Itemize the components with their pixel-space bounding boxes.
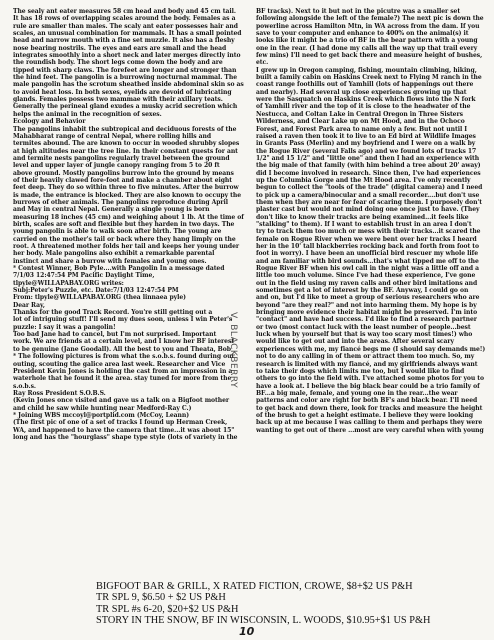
text-line: coast range foothills out of Yamhill (lots of happenings out there: [256, 81, 474, 89]
text-line: back up at me because I was calling to them and perhaps they were: [256, 419, 483, 427]
text-line: burrows of other animals. The pangolins reproduce during April: [13, 198, 229, 206]
text-line: one in the rear. (I had done my calls all the way up that trail every: [256, 44, 478, 52]
text-line: "contact" and have had success. I'd like to find a research partner: [256, 316, 477, 324]
text-line: or two (most contact luck with the least number of people...best: [256, 323, 471, 331]
ad-line: TR SPL 9, $6.50 + $2 US P&H: [96, 592, 226, 604]
text-line: patterns and color are right for both BF's and black bear. I'll need: [256, 397, 478, 405]
text-line: Rogue River BF when his owl call in the night was a little off and a: [256, 265, 479, 273]
text-line: experiences with me, my fiancé begs me (I should say demands me!): [256, 345, 486, 353]
text-line: begun to collect the "tools of the trade" (digital camera) and I need: [256, 184, 483, 192]
text-line: helps the animal in the recognition of sexes.: [13, 110, 162, 118]
text-line: young pangolin is able to walk soon after birth. The young are: [13, 228, 222, 236]
text-line: s.o.b.s.: [13, 382, 36, 390]
text-line: few mins) I'll need to get back there and measure height of bushes,: [256, 52, 483, 60]
text-line: above ground. Mostly pangolins burrow into the ground by means: [13, 169, 234, 177]
text-line: From: tlpyle@WILLAPABAY.ORG (thea linnaea pyle): [13, 294, 186, 302]
text-line: and nearby). Had several up close experiences growing up that: [256, 88, 467, 96]
text-line: President Kevin Jones is holding the cast from an impression in a: [13, 367, 233, 375]
text-line: Thanks for the good Track Record. You're still getting out a: [13, 309, 213, 317]
text-line: of Yamhill river and the top of it is close to the headwater of the: [256, 103, 471, 111]
text-line: to get back and down there, look for tracks and measure the height: [256, 404, 483, 412]
text-line: 1/2" and 15 1/2" and "little one" and then I had an experience with: [256, 154, 480, 162]
text-line: female on Rogue River when we were bent over her tracks I heard: [256, 235, 477, 243]
text-line: outing, scouting the galice area last week. Researcher and Vice: [13, 360, 226, 368]
text-line: the Rogue River (several Falls ago) and we found lots of tracks 17: [256, 147, 477, 155]
text-line: tlpyle@WILLAPABAY.ORG writes:: [13, 279, 124, 287]
text-line: level and upper layer of jungle canopy ranging from 5 to 20 ft: [13, 162, 220, 170]
text-line: is made, the entrance is blocked. They are also known to occupy the: [13, 191, 242, 199]
text-line: wanting to get out of there ...most are very careful when with young: [256, 426, 484, 434]
text-line: to avoid heat loss. In both sexes, eyelids are devoid of lubricating: [13, 88, 232, 96]
text-line: at high altitudes near the tree line. In their constant quests for ant: [13, 147, 238, 155]
text-line: up the Columbia Gorge and the Mt Hood area. I've only recently: [256, 176, 471, 184]
text-line: others to go into the field with. I've attached some photos for you to: [256, 375, 485, 383]
text-line: her body. Male pangolins also exhibit a remarkable parental: [13, 250, 215, 258]
right-text-column: [256, 8, 488, 434]
text-line: (Kevin Jones once visited and gave us a talk on a Bigfoot mother: [13, 397, 230, 405]
text-line: The pangolins inhabit the subtropical and deciduous forests of the: [13, 125, 237, 133]
text-line: Mahabharat range of central Nepal, where rolling hills and: [13, 132, 212, 140]
text-line: Too bad Jane had to cancel, but I'm not surprised. Important: [13, 331, 217, 339]
text-line: long and has the "hourglass" shape type style (lots of variety in the: [13, 433, 238, 441]
text-line: waterhole that he found it the area. stay tuned for more from the: [13, 375, 232, 383]
text-line: sometimes get a lot of interest by the BF. Anyway, I could go on: [256, 287, 469, 295]
text-line: following alongside the left of the female?) The next pic is down the: [256, 15, 484, 23]
text-line: and am familiar with bird sounds...that's what tipped me off to the: [256, 257, 479, 265]
text-line: would like to get out and into the areas. After several scary: [256, 338, 455, 346]
text-line: and child he saw while hunting near Medford-Ray C.): [13, 404, 192, 412]
text-line: glands. Females possess two mammae with their axillary teats.: [13, 96, 223, 104]
text-line: integrates smoothly into a short neck and later merges directly into: [13, 52, 241, 60]
text-line: * Contest Winner, Bob Pyle....with Pangolin In a message dated: [13, 265, 225, 273]
text-line: * The following pictures is from what the s.o.b.s. found during our: [13, 353, 235, 361]
text-line: the roundish body. The short legs come down the body and are: [13, 59, 223, 67]
text-line: to be genuine (Jane Goodall). All the best to you and Theata, Bob: [13, 345, 231, 353]
text-line: built a family cabin on Haskins Creek next to Flying M ranch in the: [256, 74, 482, 82]
text-line: nose bearing nostrils. The eyes and ears are small and the head: [13, 44, 227, 52]
ads-block: [96, 581, 486, 626]
text-line: lot of intriguing stuff! I'll send my dues soon, unless I win Peter's: [13, 316, 233, 324]
ad-line: TR SPL #s 6-20, $20+$2 US P&H: [96, 603, 239, 615]
text-line: were the Sasquatch on Haskins Creek which flows into the N fork: [256, 96, 476, 104]
text-line: them when they are near for fear of scaring them. I purposely don't: [256, 198, 482, 206]
text-line: foot in worry). I have been an unofficial bird rescuer my whole life: [256, 250, 478, 258]
text-line: plaster cast but would not mind doing one once just to have. (They: [256, 206, 480, 214]
text-line: and on, but I'd like to meet a group of serious researchers who are: [256, 294, 480, 302]
text-line: rule are smaller than males. The scaly ant eater possesses hair and: [13, 22, 238, 30]
text-line: Nestucca, and Coltan Lake in Central Oregon in Three Sisters: [256, 110, 463, 118]
page-number: 10: [239, 625, 255, 638]
text-line: did I become involved in research. Since then, I've had experiences: [256, 169, 481, 177]
text-line: measuring 18 inches (45 cm) and weighing about 1 lb. At the time of: [13, 213, 244, 221]
text-line: * Joining WBS mccoyl@portplid.com (McCoy, Leann): [13, 411, 190, 419]
text-line: "stalking" to them). If I want to establish trust in an area I don't: [256, 220, 472, 228]
text-line: her in the 10' tall blackberries rocking back and forth from foot to: [256, 243, 479, 250]
text-line: research is limited with my fiancé, and my girlfriends always want: [256, 360, 478, 368]
text-line: Generally the perineal gland exudes a musky acrid secretion which: [13, 103, 238, 111]
text-line: (The first pic of one of a set of tracks I found up Herman Creek,: [13, 419, 228, 427]
text-line: It has 18 rows of overlapping scales around the body. Females as a: [13, 15, 236, 23]
text-line: tipped with sharp claws. The forefeet are longer and stronger than: [13, 66, 237, 74]
text-line: in Grants Pass (Merlin) and my boyfriend and I were on a walk by: [256, 140, 476, 148]
text-line: root. A threatened mother folds her tail and keeps her young under: [13, 243, 240, 250]
text-line: Subj:Peter's Puzzle, etc. Date:7/1/03 12:47:54 PM: [13, 287, 179, 295]
text-line: of the brush to get a height estimate. I believe they were looking: [256, 411, 474, 419]
text-line: instinct and share a burrow with females and young ones.: [13, 257, 207, 265]
text-line: work. We are friends at a certain level, and I know her BF interest: [13, 338, 235, 346]
text-line: etc.: [256, 59, 269, 67]
text-line: not to do any calling in of them or attract them too much. So, my: [256, 353, 475, 361]
text-line: Ray Ross President S.O.B.S.: [13, 389, 106, 397]
text-line: 7/1/03 12:47:54 PM Pacific Daylight Time,: [13, 272, 155, 280]
text-line: bringing more evidence their habitat might be preserved. I'm into: [256, 309, 478, 317]
text-line: head and narrow mouth with a fine set muzzle. It also has a fleshy: [13, 37, 235, 45]
text-line: termites abound. The are known to occur in wooded shrubby slopes: [13, 140, 240, 148]
text-line: male pangolin has the scrotum sheathed inside abdominal skin so as: [13, 81, 244, 89]
text-line: carried on the mother's tail or back where they hang limply on the: [13, 235, 236, 243]
left-text-column: [13, 8, 249, 441]
text-line: and May in central Nepal. Generally a single young is born: [13, 206, 210, 214]
text-line: Ecology and Behavior: [13, 118, 86, 126]
text-line: feet deep. They do so within three to five minutes. After the burrow: [13, 184, 239, 192]
text-line: have a look at. I believe the big black bear could be a trio family of: [256, 382, 480, 390]
text-line: Dear Ray,: [13, 301, 45, 309]
text-line: raised a raven then took it to live to an Ed bird at Wildlife Images: [256, 132, 476, 140]
text-line: looks like it might be a trio of BF in the bear pattern with a young: [256, 37, 478, 45]
text-line: The sealy ant eater measures 58 cm head and body and 45 cm tail.: [13, 8, 236, 15]
text-line: beyond "are they real?" and not into harming them. My hope is by: [256, 301, 477, 309]
text-line: powerline across Hamilton Mtn, in WA across from the dam. If you: [256, 22, 480, 30]
text-line: don't like to know their tracks are being examined...it feels like: [256, 213, 469, 221]
text-line: save to your computer and enhance to 400% on the animal(s) it: [256, 30, 469, 38]
handwritten-margin-note: V. BLACKBERRY: [228, 312, 238, 389]
text-line: scales, an unusual combination for mammals. It has a small pointed: [13, 30, 242, 38]
text-line: I grew up in Oregon camping, fishing, mountain climbing, hiking,: [256, 66, 477, 74]
text-line: and termite nests pangolins regularly travel between the ground: [13, 154, 230, 162]
text-line: little too much volume. Since I've had these experience, I've gone: [256, 272, 476, 280]
text-line: to pick up a camera/binocular and a small recorder....but don't use: [256, 191, 480, 199]
text-line: of their heavily clawed fore-foot and make a chamber about eight: [13, 176, 233, 184]
text-line: Wilderness, and Clear Lake up on Mt Hood, and in the Ochoco: [256, 118, 465, 126]
text-line: BF tracks). Next to it but not in the picutre was a smaller set: [256, 8, 461, 15]
text-line: birth, scales are soft and flexible but they harden in two days. The: [13, 220, 235, 228]
text-line: WA, and happened to have the camera that time...it was about 15": [13, 426, 235, 434]
ad-line: STORY IN THE SNOW, BF IN WISCONSIN, L. WOODS, $10.95+$1 US P&H: [96, 614, 431, 626]
text-line: puzzle: I say it was a pangolin!: [13, 323, 116, 331]
text-line: to take their dogs which limits me too, but I would like to find: [256, 367, 465, 375]
ad-line: BIGFOOT BAR & GRILL, X RATED FICTION, CROWE, $8+$2 US P&H: [96, 581, 413, 592]
text-line: the big male of that family (with him behind a tree about 20' away): [256, 162, 481, 170]
text-line: Forest, and Forest Park area to name only a few. But not until I: [256, 125, 468, 133]
text-line: BF...a big male, female, and young one in the rear...the wear: [256, 389, 458, 397]
text-line: the hind feet. The pangolin is a burrowing nocturnal mammal. The: [13, 74, 237, 82]
text-line: try to track them too much or mess with their tracks...it scared the: [256, 228, 481, 236]
text-line: out in the field using my raven calls and other bird imitations and: [256, 279, 478, 287]
text-line: luck when by yourself but that is way too scary most times!) who: [256, 331, 473, 339]
